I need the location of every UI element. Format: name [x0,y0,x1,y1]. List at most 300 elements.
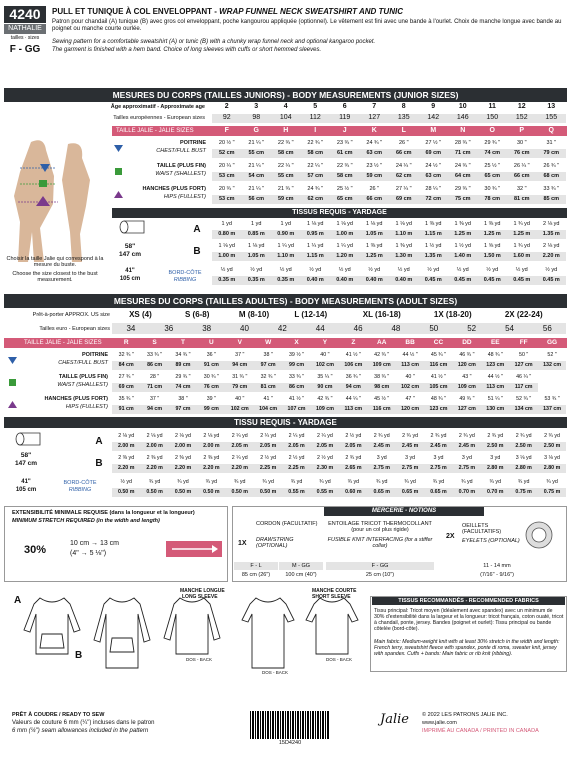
adult-yardage-yd: 2 ¾ yd [458,433,475,440]
adult-fabric-width-in: 58" [20,452,32,459]
adult-yardage-yd: 2 ¼ yd [231,433,248,440]
title-fr: PULL ET TUNIQUE À COL ENVELOPPANT - [52,7,220,16]
adult-jalie-size: EE [490,339,500,347]
adult-meas-in: 33 ¾ " [147,352,163,359]
adult-meas-in: 44 ½ " [487,374,503,381]
adult-meas-in: 30 ¾ " [203,374,219,381]
adult-yardage-m: 2.05 m [288,443,305,450]
adult-meas-cm: 123 cm [486,362,505,369]
junior-eu-size: 152 [515,114,528,122]
back-label-3: DOS - BACK [326,657,353,662]
adult-meas-in: 41 ½ " [288,396,305,403]
eyelet-fr: OEILLETS (FACULTATIFS) [462,523,502,536]
junior-meas-cm-row [212,195,566,204]
adult-yardage-header: TISSU REQUIS - YARDAGE [4,417,567,428]
junior-meas-cm: 56 cm [248,196,265,203]
junior-yardage-m: 1.60 m [513,253,531,260]
junior-eu-size: 104 [279,114,292,122]
adult-meas-label-en: CHEST/FULL BUST [58,360,108,366]
adult-yardage-m: 0.65 m [401,489,419,496]
adult-meas-in: 42 ¾ " [374,352,390,359]
adult-yardage-m: 0.65 m [373,489,390,496]
adult-meas-in: 42 ¾ " [317,396,333,403]
junior-yardage-m: 1.35 m [542,231,560,238]
adult-yardage-m: 2.00 m [146,443,163,450]
adult-yardage-m: 2.05 m [231,443,248,450]
junior-meas-in: 22 ¼ " [307,163,324,170]
fabric-roll-icon [118,220,148,234]
cord-v1: 85 cm (26") [241,572,271,578]
adult-eu-size: 46 [353,323,363,333]
junior-yardage-yd: 1 ⅜ yd [424,221,442,228]
adult-yardage-m: 2.00 m [174,443,192,450]
adult-yardage-m: 2.30 m [316,465,334,472]
adult-meas-in: 48 ¾ " [487,352,503,359]
junior-meas-cm: 68 cm [543,173,560,180]
interfacing-en: FUSIBLE KNIT INTERFACING (for a stiffer collar) [327,537,433,550]
adult-yardage-yd: 2 ⅛ yd [146,433,163,440]
adult-meas-in: 48 ¾ " [430,396,447,403]
adult-yardage-yd: 3 yd [376,455,387,462]
adult-meas-in: 38 " [263,352,273,359]
adult-meas-cm: 127 cm [457,406,476,413]
adult-yardage-yd: 3 yd [433,455,444,462]
junior-yardage-m: 1.05 m [247,253,265,260]
junior-yardage-yd: 1 ¼ yd [306,243,324,250]
adult-yardage-yd: 2 ¾ yd [402,433,419,440]
junior-yardage-m: 0.40 m [306,277,324,284]
notions-header: MERCERIE - NOTIONS [324,507,484,516]
adult-meas-cm-row [112,361,566,370]
junior-yardage-yd: ½ yd [545,267,558,274]
junior-yardage-m: 1.10 m [277,253,295,260]
adult-meas-cm: 71 cm [147,384,163,391]
adult-meas-in: 32 ¾ " [260,374,276,381]
junior-meas-cm: 66 cm [513,173,530,180]
adult-meas-in: 49 ¾ " [459,396,475,403]
adult-yardage-yd: ¾ yd [546,479,558,486]
junior-yardage-m-row [212,230,566,239]
junior-eu-size: 155 [545,114,558,122]
adult-eu-size: 48 [391,323,401,333]
adult-yardage-m: 2.00 m [117,443,135,450]
adult-yardage-yd: ¾ yd [375,479,388,486]
junior-yardage-yd: 1 yd [251,221,262,228]
adult-rtw-label: Prêt-à-porter APPROX. US size [32,312,110,318]
junior-yardage-m: 0.45 m [483,277,501,284]
adult-meas-in: 34 ¾ " [175,352,191,359]
junior-yardage-yd: 1 ½ yd [424,243,442,250]
junior-jalie-size: M [430,126,437,134]
adult-yardage-yd: ¾ yd [205,479,218,486]
junior-yardage-yd: 1 ⅛ yd [306,221,324,228]
waist-marker-icon [8,378,17,387]
stretch-percent: 30% [24,544,47,556]
adult-meas-label-fr: POITRINE [82,352,108,358]
description-en-2: The garment is finished with a hem band. Choice of long sleeves with cuffs or short hemmed sleeves. [52,47,322,53]
junior-meas-label-fr: HANCHES (PLUS FORT) [142,186,206,192]
junior-jalie-size: I [314,126,317,134]
junior-yardage-m: 1.25 m [513,231,531,238]
adult-yardage-yd: 2 ⅛ yd [118,433,135,440]
adult-yardage-yd-row [112,478,566,487]
junior-age: 9 [431,103,436,111]
adult-meas-cm: 97 cm [175,406,191,413]
junior-meas-in: 22 ¾ " [277,140,294,147]
adult-jalie-size: CC [433,339,444,347]
adult-meas-label-en: HIPS (FULLEST) [65,404,108,410]
adult-meas-cm: 74 cm [175,384,191,391]
adult-rtw-size: M (8-10) [238,310,270,320]
junior-meas-cm: 81 cm [513,196,530,203]
seam-en: 6 mm (¼") seam allowances included in the pattern [12,728,149,734]
adult-yardage-yd-row [112,432,566,441]
adult-meas-in-row [112,351,566,360]
junior-meas-cm: 78 cm [484,196,501,203]
adult-yardage-m: 0.65 m [430,489,447,496]
junior-yardage-m: 1.50 m [483,253,501,260]
adult-meas-in: 52 ¾ " [516,396,532,403]
junior-meas-in: 22 ¾ " [307,140,324,147]
back-label-2: DOS - BACK [262,670,289,675]
adult-yardage-m: 2.50 m [515,443,532,450]
junior-meas-in: 24 ¾ " [307,186,324,193]
junior-yardage-yd: 1 ¾ yd [513,221,530,228]
adult-meas-cm: 69 cm [118,384,134,391]
junior-meas-in: 24 ¼ " [395,163,412,170]
adult-meas-in: 39 ½ " [288,352,305,359]
adult-jalie-size: W [265,339,272,347]
junior-yardage-m: 0.45 m [542,277,560,284]
junior-jalie-size: H [283,126,289,134]
adult-yardage-yd: ¾ yd [148,479,161,486]
junior-eu-label: Tailles européennes - European sizes [113,115,205,121]
adult-meas-cm: 104 cm [259,406,278,413]
adult-jalie-size: BB [405,339,415,347]
description-en-1: Sewing pattern for a comfortable sweatshirt (A) or tunic (B) with a chunky wrap funnel neck and optional kangaroo pocket. [52,39,376,45]
junior-yardage-yd: 1 yd [221,221,232,228]
adult-meas-cm: 117 cm [514,384,533,391]
junior-meas-cm: 66 cm [366,196,383,203]
junior-meas-cm: 62 cm [395,173,412,180]
junior-rib-width-in: 41" [125,268,135,274]
junior-yardage-yd: 1 ⅜ yd [483,221,501,228]
adult-fabric-roll-icon [14,432,44,446]
adult-meas-in: 51 ¼ " [487,396,503,403]
junior-view-a: A [193,224,201,235]
adult-yardage-m: 2.20 m [146,465,163,472]
adult-yardage-yd: 2 ½ yd [288,455,305,462]
adult-yardage-yd: ¾ yd [347,479,360,486]
adult-meas-in: 53 ¾ " [544,396,560,403]
junior-header: MESURES DU CORPS (TAILLES JUNIORS) - BODY MEASUREMENTS (JUNIOR SIZES) [4,88,567,102]
junior-meas-cm: 55 cm [277,173,294,180]
adult-yardage-m: 2.25 m [259,465,277,472]
junior-yardage-yd: ½ yd [515,267,528,274]
adult-rtw-size: S (6-8) [184,310,210,320]
adult-header: MESURES DU CORPS (TAILLES ADULTES) - BODY MEASUREMENTS (ADULT SIZES) [4,294,567,308]
adult-yardage-yd: 2 ½ yd [316,455,333,462]
adult-meas-in: 46 ¾ " [459,352,475,359]
junior-yardage-yd: 1 ¾ yd [513,243,530,250]
adult-meas-cm: 137 cm [543,406,562,413]
copyright: © 2022 LES PATRONS JALIE INC. [422,712,508,718]
adult-meas-cm: 120 cm [457,362,476,369]
adult-rtw-size: 1X (18-20) [433,310,472,320]
junior-meas-cm-row [212,172,566,181]
adult-jalie-size: Y [322,339,328,347]
adult-yardage-yd: ¾ yd [461,479,473,486]
junior-meas-cm: 55 cm [248,150,265,157]
junior-meas-cm: 69 cm [395,196,412,203]
junior-age-row [212,103,566,112]
view-b-label: B [75,650,83,661]
long-sleeve-fr: MANCHE LONGUE [180,588,225,594]
cord-en: DRAWSTRING (OPTIONAL) [256,537,294,550]
adult-yardage-m: 2.75 m [430,465,447,472]
junior-meas-cm: 65 cm [336,196,353,203]
adult-meas-cm: 86 cm [289,384,305,391]
junior-jalie-size: O [489,126,495,134]
page-title [52,7,403,16]
junior-yardage-header: TISSUS REQUIS - YARDAGE [112,208,567,218]
junior-meas-in: 31 " [546,140,557,147]
adult-eu-size: 52 [467,323,477,333]
junior-meas-cm: 61 cm [336,150,353,157]
adult-jalie-size: V [237,339,242,347]
adult-yardage-yd: 2 ⅜ yd [203,455,220,462]
junior-eu-row [212,114,566,123]
junior-age: 10 [458,103,467,111]
short-sleeve-fr: MANCHE COURTE [312,588,357,594]
junior-meas-cm: 53 cm [218,196,235,203]
junior-yardage-yd: ½ yd [279,267,292,274]
adult-yardage-yd: 2 ¼ yd [288,433,305,440]
junior-meas-cm: 74 cm [484,150,501,157]
adult-yardage-m: 2.05 m [259,443,277,450]
junior-meas-in: 26 " [398,140,409,147]
junior-yardage-m: 1.00 m [218,253,236,260]
adult-rtw-size: 2X (22-24) [504,310,543,320]
junior-yardage-yd: ½ yd [368,267,381,274]
adult-yardage-m: 0.55 m [288,489,305,496]
junior-jalie-size: P [519,126,525,134]
barcode [250,711,330,739]
adult-size-label: TAILLE JALIE - JALIE SIZES [24,340,102,346]
adult-yardage-m: 2.45 m [401,443,419,450]
adult-meas-in: 50 " [519,352,529,359]
cord-v2: 100 cm (40") [285,572,317,578]
junior-meas-cm: 63 cm [425,173,442,180]
cord-fr: CORDON (FACULTATIF) [256,521,318,527]
junior-yardage-m: 1.25 m [483,231,501,238]
junior-meas-in: 27 ¼ " [395,186,412,193]
junior-meas-in: 21 ¼ " [248,163,265,170]
adult-yardage-yd: 2 ¾ yd [487,433,504,440]
adult-yardage-yd: 3 yd [461,455,472,462]
junior-yardage-m: 1.15 m [424,231,442,238]
adult-meas-cm: 94 cm [232,362,248,369]
eyelet-qty: 2X [446,533,455,540]
interfacing-v: 25 cm (10") [365,572,395,578]
adult-meas-cm: 113 cm [401,362,419,369]
adult-jalie-size: X [294,339,299,347]
junior-meas-cm: 58 cm [336,173,353,180]
junior-meas-in-row [212,162,566,171]
adult-jalie-size: AA [377,339,387,347]
adult-yardage-yd: 2 ¾ yd [544,433,560,440]
choose-size-en: Choose the size closest to the bust measurement. [12,271,98,284]
adult-meas-cm: 127 cm [514,362,533,369]
junior-yardage-yd: 1 ⅛ yd [365,221,383,228]
junior-meas-in: 22 ¼ " [277,163,294,170]
adult-rib-width-cm: 105 cm [15,487,37,493]
junior-yardage-yd: 1 ⅜ yd [365,243,383,250]
junior-meas-cm: 66 cm [395,150,412,157]
adult-yardage-yd: ½ yd [120,479,132,486]
adult-meas-in: 37 " [235,352,245,359]
junior-meas-cm: 71 cm [454,150,471,157]
adult-yardage-m: 2.75 m [373,465,390,472]
junior-yardage-m: 0.95 m [306,231,324,238]
junior-yardage-yd: 1 ⅛ yd [247,243,265,250]
junior-age: 12 [517,103,526,111]
junior-eu-size: 119 [339,114,351,122]
adult-meas-in: 52 " [547,352,557,359]
adult-rtw-row [112,310,566,320]
junior-age: 5 [313,103,318,111]
junior-age-label: Âge approximatif - Approximate age [110,104,205,110]
junior-yardage-m: 0.85 m [247,231,265,238]
junior-yardage-yd: ½ yd [250,267,263,274]
adult-meas-cm: 84 cm [118,362,134,369]
junior-yardage-yd-row [212,266,566,275]
adult-yardage-m: 2.20 m [203,465,220,472]
fabrics-fr: Tissu principal: Tricot moyen (idéalement avec spandex) avec un minimum de 30% d'extensibilité dans la largeur et la longueur: tricot français, coton ouaté, tricot à chandail, ponte, jersey. Bandes (poignet et ourlet): Tissu principal ou bande côtelée (bord-côte). [374,608,564,632]
adult-meas-in: 31 ¾ " [232,374,248,381]
stretch-arrow-icon [166,541,222,557]
adult-meas-cm: 109 cm [457,384,476,391]
adult-meas-in: 44 ½ " [402,352,418,359]
adult-yardage-m: 2.05 m [316,443,334,450]
stretch-title-fr: EXTENSIBILITÉ MINIMALE REQUISE (dans la longueur et la longueur) [12,510,195,516]
adult-yardage-m: 2.75 m [401,465,419,472]
adult-meas-in: 40 " [320,352,330,359]
adult-meas-label-fr: TAILLE (PLUS FIN) [58,374,108,380]
junior-yardage-m: 1.15 m [306,253,324,260]
adult-yardage-m: 2.20 m [117,465,135,472]
adult-yardage-yd: ¾ yd [177,479,189,486]
adult-yardage-m: 0.50 m [259,489,277,496]
adult-meas-in-row [112,373,538,382]
adult-yardage-yd: 2 ¾ yd [430,433,447,440]
adult-yardage-m-row [112,488,566,497]
adult-meas-cm: 106 cm [344,362,363,369]
adult-meas-cm: 102 cm [315,362,334,369]
adult-eu-label: Tailles euro - European sizes [39,326,110,332]
adult-meas-in-row [112,395,566,404]
adult-meas-cm: 113 cm [486,384,505,391]
adult-yardage-yd: ¾ yd [234,479,246,486]
junior-meas-in: 33 ¾ " [543,186,560,193]
junior-yardage-m: 1.05 m [365,231,383,238]
junior-yardage-m: 1.30 m [395,253,413,260]
junior-meas-in: 22 ¾ " [336,163,353,170]
adult-meas-cm: 134 cm [514,406,533,413]
junior-meas-cm: 53 cm [218,173,235,180]
junior-yardage-m: 1.10 m [395,231,413,238]
junior-size-label: TAILLE JALIE - JALIE SIZES [116,128,194,134]
adult-yardage-m: 2.25 m [288,465,305,472]
adult-meas-cm-row [112,405,566,414]
adult-meas-in: 35 ¼ " [317,374,333,381]
junior-eu-size: 135 [397,114,410,122]
junior-age: 8 [401,103,406,111]
junior-yardage-m: 0.90 m [277,231,295,238]
junior-view-b: B [193,246,201,257]
junior-age: 4 [283,103,288,111]
seam-fr: Valeurs de couture 6 mm (¼") incluses dans le patron [12,720,155,726]
adult-view-a: A [95,436,103,447]
adult-meas-cm: 102 cm [401,384,420,391]
junior-age: 2 [224,103,229,111]
adult-meas-cm: 120 cm [401,406,420,413]
adult-meas-cm-row [112,383,538,392]
junior-yardage-yd: ½ yd [427,267,440,274]
eyelet-v: 11 - 14 mm [483,563,511,569]
stretch-title-en: MINIMUM STRETCH REQUIRED (in the width and length) [12,518,160,524]
adult-view-b: B [95,458,103,469]
junior-meas-cm: 76 cm [513,150,530,157]
adult-yardage-m: 2.80 m [487,465,504,472]
junior-meas-in: 20 ¾ " [218,186,235,193]
adult-meas-in: 36 " [206,352,216,359]
junior-meas-in: 29 ¾ " [484,140,501,147]
adult-yardage-yd: 2 ⅛ yd [203,433,220,440]
adult-yardage-yd: 3 yd [490,455,501,462]
adult-yardage-m: 0.50 m [146,489,163,496]
junior-rib-en: RIBBING [173,277,197,283]
adult-meas-in: 38 ¾ " [374,374,390,381]
junior-jalie-size: L [401,126,406,134]
junior-yardage-yd: 1 yd [280,221,291,228]
junior-meas-cm: 75 cm [454,196,471,203]
pattern-number: 4240 [4,6,46,23]
junior-yardage-yd: 1 ⅛ yd [395,221,412,228]
adult-yardage-yd: 3 ⅛ yd [544,455,560,462]
adult-yardage-yd-row [112,454,566,463]
junior-yardage-yd: ½ yd [220,267,233,274]
adult-meas-cm: 109 cm [315,406,334,413]
junior-yardage-m: 0.40 m [395,277,413,284]
interfacing-fr: ENTOILAGE TRICOT THERMOCOLLANT (pour un col plus rigide) [328,521,432,534]
junior-jalie-size: K [371,126,377,134]
junior-meas-cm-row [212,149,566,158]
adult-eu-size: 54 [505,323,514,333]
junior-yardage-m: 2.20 m [542,253,560,260]
adult-yardage-m: 2.75 m [458,465,476,472]
junior-meas-in: 27 ½ " [425,140,442,147]
adult-meas-cm: 81 cm [260,384,276,391]
junior-eu-size: 127 [368,114,381,122]
printed-in: IMPRIMÉ AU CANADA / PRINTED IN CANADA [422,728,539,734]
fabrics-header: TISSUS RECOMMANDÉS - RECOMMENDED FABRICS [372,597,565,605]
adult-size-row [112,338,566,348]
adult-meas-in: 41 ½ " [345,352,361,359]
adult-meas-cm: 130 cm [486,406,505,413]
adult-yardage-yd: ¾ yd [489,479,502,486]
size-range: F - GG [9,44,41,55]
